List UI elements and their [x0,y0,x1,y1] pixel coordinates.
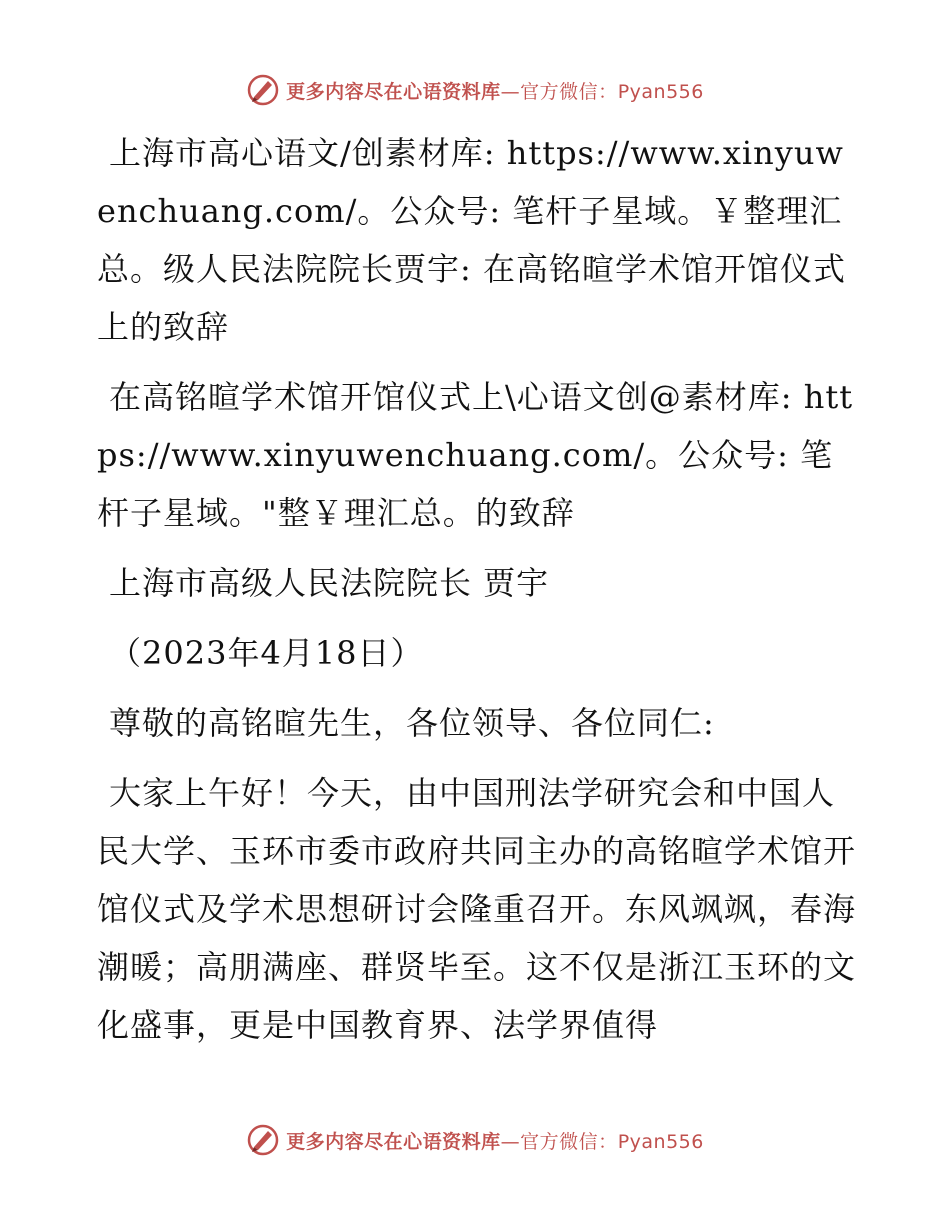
watermark-site-name: 更多内容尽在心语资料库 [286,1130,501,1153]
pen-logo-icon [246,73,280,107]
watermark-site-name: 更多内容尽在心语资料库 [286,80,501,103]
watermark-wechat-label: 官方微信： [520,1130,618,1153]
document-body [97,124,857,1066]
watermark-wechat-id: Pyan556 [617,80,704,103]
watermark-dash: — [500,1130,521,1153]
footer-watermark [0,1120,950,1160]
watermark-wechat-id: Pyan556 [617,1130,704,1153]
salutation: 尊敬的高铭暄先生，各位领导、各位同仁: [109,704,715,742]
watermark-dash: — [500,80,521,103]
date-line: （2023年4月18日） [109,634,424,672]
paragraph-body: 大家上午好！今天，由中国刑法学研究会和中国人民大学、玉环市委市政府共同主办的高铭暄学术馆开馆仪式及学术思想研讨会隆重召开。东风飒飒，春海潮暖；高朋满座、群贤毕至。这不仅是浙江玉环的文化盛事，更是中国教育界、法学界值得 [97,774,857,1044]
watermark-text [286,77,704,104]
author-line: 上海市高级人民法院院长 贾宇 [109,564,550,602]
paragraph-1: 上海市高心语文/创素材库: https://www.xinyuwenchuang.com/。公众号: 笔杆子星域。￥整理汇总。级人民法院院长贾宇: 在高铭暄学术馆开馆仪式上的致辞 [97,134,846,346]
watermark-wechat-label: 官方微信： [520,80,618,103]
header-watermark [0,70,950,110]
paragraph-2: 在高铭暄学术馆开馆仪式上\心语文创@素材库: https://www.xinyuwenchuang.com/。公众号: 笔杆子星域。"整￥理汇总。的致辞 [97,378,854,532]
watermark-text [286,1127,704,1154]
pen-logo-icon [246,1123,280,1157]
